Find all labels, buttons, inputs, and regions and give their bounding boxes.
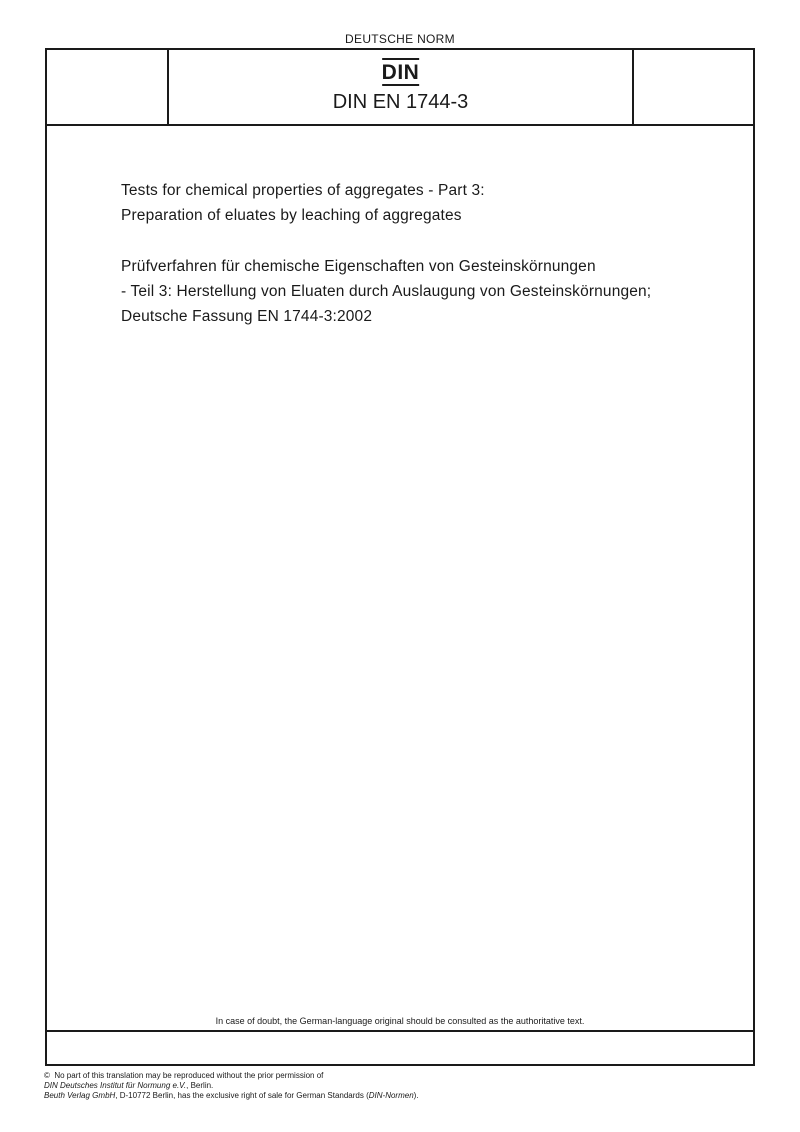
titles-block xyxy=(121,178,741,329)
copyright-line-2-rest: , Berlin. xyxy=(186,1081,214,1090)
beuth-verlag-name: Beuth Verlag GmbH xyxy=(44,1091,116,1100)
copyright-notice xyxy=(44,1071,419,1101)
header-cell-right xyxy=(632,50,753,124)
document-number: DIN EN 1744-3 xyxy=(332,91,469,113)
din-institute-name: DIN Deutsches Institut für Normung e.V. xyxy=(44,1081,187,1090)
header-center xyxy=(169,50,632,124)
english-title-line-1: Tests for chemical properties of aggregates - Part 3: xyxy=(121,182,485,199)
footer-row xyxy=(47,1030,753,1064)
header-row xyxy=(47,50,753,126)
copyright-symbol: © xyxy=(44,1071,50,1080)
header-cell-left xyxy=(47,50,169,124)
english-title-line-2: Preparation of eluates by leaching of aggregates xyxy=(121,207,462,224)
document-frame xyxy=(45,48,755,1066)
authoritative-text-note: In case of doubt, the German-language original should be consulted as the authoritative text. xyxy=(215,1016,585,1026)
german-title-line-3: Deutsche Fassung EN 1744-3:2002 xyxy=(121,308,373,325)
copyright-line-1: No part of this translation may be reproduced without the prior permission of xyxy=(54,1071,324,1080)
din-normen-term: DIN-Normen xyxy=(368,1091,414,1100)
german-title-line-1: Prüfverfahren für chemische Eigenschaften von Gesteinskörnungen xyxy=(121,258,596,275)
copyright-line-3-mid: , D-10772 Berlin, has the exclusive right of sale for German Standards ( xyxy=(115,1091,369,1100)
copyright-line-3-end: ). xyxy=(413,1091,419,1100)
german-title-line-2: - Teil 3: Herstellung von Eluaten durch Auslaugung von Gesteinskörnungen; xyxy=(121,283,652,300)
top-label: DEUTSCHE NORM xyxy=(345,32,455,46)
din-logo: DIN xyxy=(382,58,420,86)
